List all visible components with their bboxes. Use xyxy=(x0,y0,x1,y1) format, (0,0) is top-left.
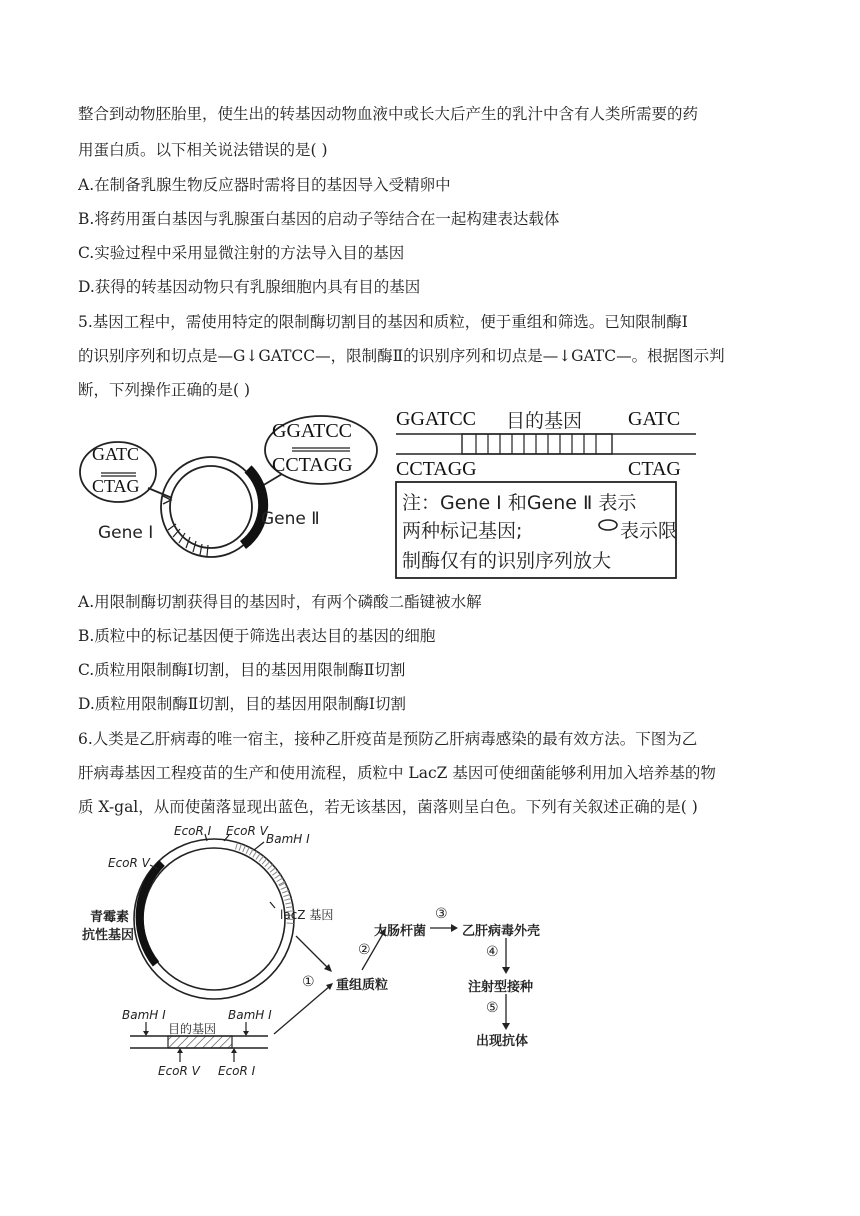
note-line-1: 注：Gene Ⅰ 和Gene Ⅱ 表示 xyxy=(402,492,637,514)
right-bubble-top-seq: GGATCC xyxy=(272,420,353,442)
q4-option-a: A.在制备乳腺生物反应器时需将目的基因导入受精卵中 xyxy=(78,176,451,194)
antibody-label: 出现抗体 xyxy=(476,1034,529,1049)
q6-stem-line-1: 6.人类是乙肝病毒的唯一宿主，接种乙肝疫苗是预防乙肝病毒感染的最有效方法。下图为乙 xyxy=(78,730,698,748)
bamhi-top-label: BamH Ⅰ xyxy=(266,832,310,846)
amp-label-2: 抗性基因 xyxy=(82,928,135,943)
q4-stem-line-2: 用蛋白质。以下相关说法错误的是( ) xyxy=(78,141,328,159)
q5-plasmid-figure xyxy=(76,412,386,562)
step-2: ② xyxy=(358,942,371,958)
target-gene-label: 目的基因 xyxy=(168,1022,217,1036)
step-3: ③ xyxy=(435,906,448,922)
ecoli-label: 大肠杆菌 xyxy=(374,924,427,939)
q4-option-b: B.将药用蛋白基因与乳腺蛋白基因的启动子等结合在一起构建表达载体 xyxy=(78,210,560,228)
bamhi-left-label: BamH Ⅰ xyxy=(122,1008,166,1022)
gene2-label: Gene Ⅱ xyxy=(261,509,320,529)
plasmid-inner-ring xyxy=(143,848,285,990)
q6-diagram xyxy=(78,824,578,1096)
q5-stem-line-1: 5.基因工程中，需使用特定的限制酶切割目的基因和质粒，便于重组和筛选。已知限制酶Ⅰ xyxy=(78,313,688,331)
lacz-label: lacZ 基因 xyxy=(280,908,334,922)
ecorv-left-label: EcoR Ⅴ xyxy=(108,856,150,870)
ecori-bottom-label: EcoR Ⅰ xyxy=(218,1064,256,1078)
gene2-segment xyxy=(243,469,263,545)
target-gene-segment xyxy=(168,1036,232,1048)
note-line-3: 制酶仅有的识别序列放大 xyxy=(402,550,612,572)
q6-stem-line-2: 肝病毒基因工程疫苗的生产和使用流程，质粒中 LacZ 基因可使细菌能够利用加入培养基的物 xyxy=(78,764,716,782)
plasmid-inner-ring xyxy=(170,466,252,548)
ampicillin-resistance-segment xyxy=(140,863,162,964)
ecorv-bottom-label: EcoR Ⅴ xyxy=(158,1064,200,1078)
q4-option-d: D.获得的转基因动物只有乳腺细胞内具有目的基因 xyxy=(78,278,421,296)
step-4: ④ xyxy=(486,944,499,960)
q5-dna-figure xyxy=(394,404,704,582)
amp-label-1: 青霉素 xyxy=(90,910,130,925)
recombinant-plasmid-label: 重组质粒 xyxy=(336,978,389,993)
ecori-top-label: EcoR Ⅰ xyxy=(174,824,212,838)
gene1-label: Gene Ⅰ xyxy=(98,523,154,543)
q6-vaccine-flow-figure xyxy=(78,824,578,1096)
dna-top-left-seq: GGATCC xyxy=(396,408,477,430)
q6-stem-line-3: 质 X-gal，从而使菌落显现出蓝色，若无该基因，菌落则呈白色。下列有关叙述正确的是( ) xyxy=(78,798,698,816)
step-1: ① xyxy=(302,974,315,990)
q5-option-d: D.质粒用限制酶Ⅱ切割，目的基因用限制酶Ⅰ切割 xyxy=(78,695,406,713)
bubble-symbol-icon xyxy=(599,520,617,530)
q5-stem-line-2: 的识别序列和切点是—G↓GATCC—，限制酶Ⅱ的识别序列和切点是—↓GATC—。根据图示判 xyxy=(78,347,725,365)
q5-option-a: A.用限制酶切割获得目的基因时，有两个磷酸二酯键被水解 xyxy=(78,593,482,611)
q5-option-b: B.质粒中的标记基因便于筛选出表达目的基因的细胞 xyxy=(78,627,436,645)
ecorv-top-label: EcoR Ⅴ xyxy=(226,824,268,838)
bamhi-right-label: BamH Ⅰ xyxy=(228,1008,272,1022)
dna-top-right-seq: GATC xyxy=(628,408,681,430)
target-gene-box xyxy=(462,434,612,454)
injection-label: 注射型接种 xyxy=(468,980,534,995)
dna-bottom-right-seq: CTAG xyxy=(628,458,681,480)
left-bubble-bottom-seq: CTAG xyxy=(92,476,140,496)
hbv-shell-label: 乙肝病毒外壳 xyxy=(462,924,541,939)
step-5: ⑤ xyxy=(486,1000,499,1016)
q4-option-c: C.实验过程中采用显微注射的方法导入目的基因 xyxy=(78,244,405,262)
q5-stem-line-3: 断，下列操作正确的是( ) xyxy=(78,381,251,399)
note-line-2b: 表示限 xyxy=(620,520,678,542)
left-bubble-top-seq: GATC xyxy=(92,444,140,464)
q4-stem-line-1: 整合到动物胚胎里，使生出的转基因动物血液中或长大后产生的乳汁中含有人类所需要的药 xyxy=(78,105,699,123)
dna-bottom-left-seq: CCTAGG xyxy=(396,458,477,480)
dna-target-gene-label: 目的基因 xyxy=(506,410,583,432)
q5-option-c: C.质粒用限制酶Ⅰ切割，目的基因用限制酶Ⅱ切割 xyxy=(78,661,406,679)
note-line-2a: 两种标记基因; xyxy=(402,520,523,542)
right-bubble-bottom-seq: CCTAGG xyxy=(272,454,353,476)
